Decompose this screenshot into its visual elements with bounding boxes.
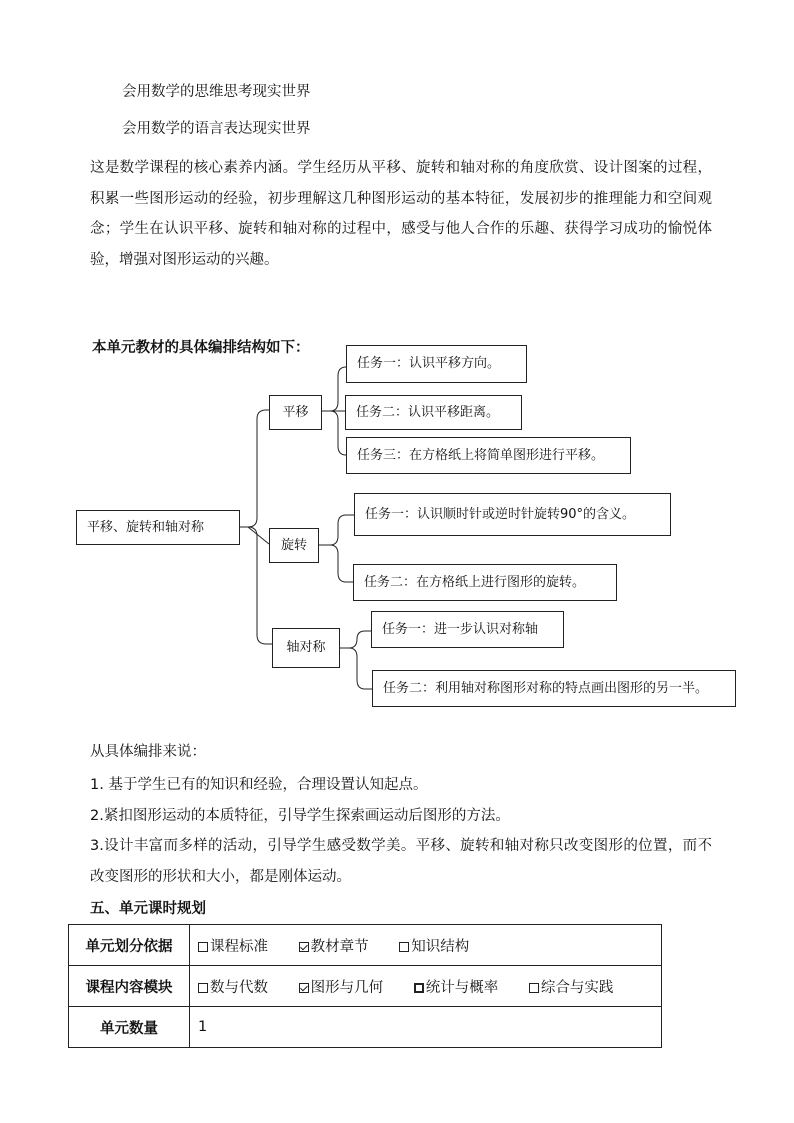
row-label: 单元划分依据 xyxy=(69,925,190,966)
option-label: 教材章节 xyxy=(310,938,369,955)
branch-symmetry-label: 轴对称 xyxy=(286,640,326,655)
option-label: 综合与实践 xyxy=(540,979,614,996)
intro-line-1: 会用数学的思维思考现实世界 xyxy=(122,84,311,100)
option-label: 知识结构 xyxy=(411,938,470,955)
connector-translation-task3 xyxy=(330,411,346,455)
intro-paragraph: 这是数学课程的核心素养内涵。学生经历从平移、旋转和轴对称的角度欣赏、设计图案的过程，积累一些图形运动的经验，初步理解这几种图形运动的基本特征，发展初步的推理能力和空间观念；学生在认识平移、旋转和轴对称的过程中，感受与他人合作的乐趣、获得学习成功的愉悦体验，增强对图形运动的兴趣。 xyxy=(90,160,712,268)
branch-symmetry xyxy=(272,628,340,668)
translation-task-1 xyxy=(346,345,527,383)
checkbox-icon[interactable] xyxy=(198,942,208,952)
option-textbook-chapter[interactable] xyxy=(299,935,369,956)
option-label: 统计与概率 xyxy=(425,979,499,996)
option-statistics-probability[interactable] xyxy=(414,976,499,997)
task-label: 任务一：认识平移方向。 xyxy=(357,356,501,371)
branch-translation-label: 平移 xyxy=(282,404,309,420)
connector-rotation-task1 xyxy=(319,515,354,545)
option-label: 课程标准 xyxy=(210,938,268,955)
translation-task-2 xyxy=(345,395,522,430)
division-basis-options xyxy=(190,925,662,966)
lesson-plan-table xyxy=(68,924,662,1048)
task-label: 任务一：认识顺时针或逆时针旋转90°的含义。 xyxy=(365,506,636,522)
root-node-label: 平移、旋转和轴对称 xyxy=(87,519,205,535)
option-geometry[interactable] xyxy=(299,976,384,997)
arrangement-item-2: 2.紧扣图形运动的本质特征，引导学生探索画运动后图形的方法。 xyxy=(90,808,510,824)
row-label: 课程内容模块 xyxy=(69,966,190,1007)
content-module-options xyxy=(190,966,662,1007)
option-synthesis-practice[interactable] xyxy=(529,976,614,997)
connector-rotation-task2 xyxy=(330,545,353,582)
row-label: 单元数量 xyxy=(69,1007,190,1048)
connector-root-rotation xyxy=(248,527,269,544)
task-label: 任务三：在方格纸上将简单图形进行平移。 xyxy=(357,447,605,463)
translation-task-3 xyxy=(346,437,631,474)
arrangement-item-1: 1. 基于学生已有的知识和经验，合理设置认知起点。 xyxy=(90,777,428,793)
table-row xyxy=(69,1007,662,1048)
task-label: 任务一：进一步认识对称轴 xyxy=(382,621,539,637)
checked-checkbox-icon[interactable] xyxy=(299,942,309,952)
intro-line-2: 会用数学的语言表达现实世界 xyxy=(122,121,311,137)
checkbox-icon[interactable] xyxy=(399,942,409,952)
option-knowledge-structure[interactable] xyxy=(399,935,469,956)
arrangement-intro: 从具体编排来说： xyxy=(90,744,206,760)
task-label: 任务二：在方格纸上进行图形的旋转。 xyxy=(364,574,586,590)
option-label: 图形与几何 xyxy=(310,979,384,996)
symmetry-task-2 xyxy=(372,670,736,707)
rotation-task-1 xyxy=(354,493,671,536)
structure-heading: 本单元教材的具体编排结构如下： xyxy=(92,340,310,356)
option-number-algebra[interactable] xyxy=(198,976,268,997)
branch-rotation-label: 旋转 xyxy=(280,537,307,553)
section-5-title: 五、单元课时规划 xyxy=(90,901,206,917)
option-curriculum-standard[interactable] xyxy=(198,935,268,956)
unit-count-value: 1 xyxy=(190,1007,662,1048)
task-label: 任务二：认识平移距离。 xyxy=(356,404,500,420)
branch-translation xyxy=(269,395,322,430)
connector-symmetry-task1 xyxy=(340,631,371,648)
arrangement-item-3: 3.设计丰富而多样的活动，引导学生感受数学美。平移、旋转和轴对称只改变图形的位置，而不改变图形的形状和大小，都是刚体运动。 xyxy=(90,838,712,885)
connector-root-translation xyxy=(240,410,269,527)
table-row xyxy=(69,966,662,1007)
task-label: 任务二：利用轴对称图形对称的特点画出图形的另一半。 xyxy=(383,680,709,696)
table-row xyxy=(69,925,662,966)
option-label: 数与代数 xyxy=(210,979,268,996)
checkbox-icon[interactable] xyxy=(198,983,208,993)
connector-symmetry-task2 xyxy=(349,648,372,689)
branch-rotation xyxy=(269,528,319,563)
checkbox-icon[interactable] xyxy=(414,983,424,993)
connector-translation-task1 xyxy=(322,367,346,411)
checkbox-icon[interactable] xyxy=(529,983,539,993)
root-node xyxy=(76,510,240,545)
rotation-task-2 xyxy=(353,564,617,601)
checked-checkbox-icon[interactable] xyxy=(299,983,309,993)
symmetry-task-1 xyxy=(371,611,564,648)
